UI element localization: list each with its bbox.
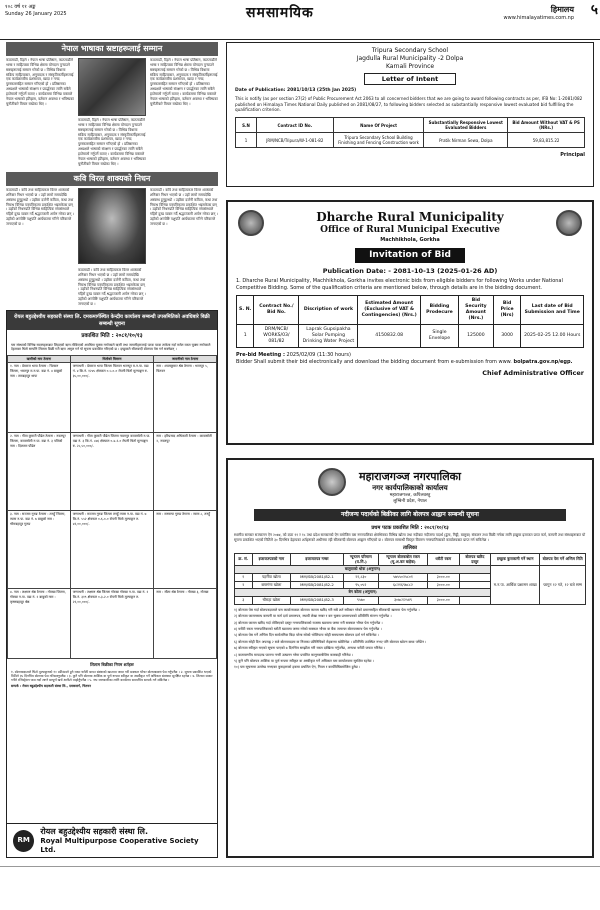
dh-cell: Laprak Gupsipakha Solar Pumping Drinking Water Project xyxy=(299,325,358,348)
dh-col-contract: Contract No./ Bid No. xyxy=(254,296,299,325)
dh-cell: 1 xyxy=(237,325,254,348)
mahar-address2: लुम्बिनी प्रदेश, नेपाल xyxy=(393,498,427,504)
mahar-title: महाराजगञ्ज नगरपालिका xyxy=(359,470,461,483)
story2-body-mid: काठमाडौं । कवि तथा साहित्यकार विरल शाक्यको शनिबार निधन भएको छ । उहाँ लामो समयदेखि अस्वस्थ हुनुहुन्थ्यो । उहाँका दर्जनौं कविता, कथा तथा निबन्ध विभिन्न पत्रपत्रिकामा प्रकाशित भइसकेका छन् । उहाँको निधनप्रति विभिन्न साहित्यिक संघसंस्थाले गहिरो दुःख व्यक्त गर्दै श्रद्धाञ्जली अर्पण गरेका छन् । उहाँको अन्त्येष्टि पशुपति आर्यघाटमा गरिने परिवारले जनाएको छ । xyxy=(78,268,146,306)
loi-signatory: Principal xyxy=(560,152,585,159)
coop-header: रोयल बहुउद्देश्यीय सहकारी संस्था लि. दमकमार्गस्थित केन्द्रीय कार्यालय सम्बन्धी उपसमितिको अवधिबारे बिक्री सम्बन्धी सूचना xyxy=(7,311,217,330)
dh-cell: 4150832.08 xyxy=(358,325,420,348)
collateral-cell: जग्गाधनी : लक्ष्मण श्रेष्ठ जिल्ला गोरखा गोरखा न.पा. वडा नं. २ कि.नं. ३१९ क्षेत्रफल ०-३-२-० रोपनी धितो मूल्याङ्कन रु. २२,००,०००/- xyxy=(70,589,154,659)
nepal-emblem-icon xyxy=(318,468,346,496)
mh-cell: MM/SB/2081/82-3 xyxy=(291,597,344,605)
loi-col-sn: S.N xyxy=(236,118,257,133)
dh-cell: DRM/NCB/ WORKS/03/ 081/82 xyxy=(254,325,299,348)
dharche-location: Machhikhola, Gorkha xyxy=(380,237,440,244)
mh-cell: बाणगंगा खोला xyxy=(252,581,291,589)
mh-col: न्यूनतम परिमाण (घ.मि.) xyxy=(343,553,378,565)
dh-cell: 2025-02-25 12.00 Hours xyxy=(521,325,584,348)
mh-cell: ३०००.०० xyxy=(428,573,460,581)
story1-headline: नेपाल भाषाका स्रष्टाहरूलाई सम्मान xyxy=(6,42,218,56)
mh-cell: ३ xyxy=(235,597,253,605)
coop-rules-title: लिलाम बिक्रीका नियम शर्तहरू xyxy=(90,662,134,668)
dh-col-estimate: Estimated Amount (Exclusive of VAT & Contingencies) (Nrs.) xyxy=(358,296,420,325)
story2-headline: कवि विरल शाक्यको निधन xyxy=(6,172,218,186)
coop-auction-notice xyxy=(6,310,218,858)
school-province: Karnali Province xyxy=(385,63,435,71)
tripura-letter-of-intent xyxy=(226,42,594,187)
issue-info xyxy=(5,4,67,18)
mh-col: इजाजतपत्रको नाम xyxy=(252,553,291,565)
mh-cell: ९५,०५२ xyxy=(343,581,378,589)
mahar-group-row xyxy=(235,566,586,574)
borrower-cell: १. नाम : प्रेमराज थापा ठेगाना : चितवन जिल्ला, भरतपुर म.न.पा. वडा नं. ४ बाबुको नाम : रामबहादुर थापा xyxy=(8,363,71,433)
mh-cell: २१,८३० xyxy=(343,573,378,581)
dh-col-deadline: Last date of Bid Submission and Time xyxy=(521,296,584,325)
dharche-submission xyxy=(236,359,584,365)
dharche-prebid xyxy=(236,352,584,358)
story1-body-left: काठमाडौं, दिइने । नेपाल भाषा प्रतिष्ठान, काठमाडौंले भाषा र साहित्यका विभिन्न क्षेत्रमा योगदान पुर्‍याउने स्रष्टाहरूलाई सम्मान गरेको छ । विभिन्न विधामा सक्रिय साहित्यकार, अनुवादक र संस्कृतिकर्मीहरूलाई एक कार्यक्रमबीच प्रशंसापत्र, खादा र नगद पुरस्कारसहित सम्मान गरिएको हो । प्रतिष्ठानका अध्यक्षले भाषाको संरक्षण र प्रवर्द्धनका लागि सबैले हातेमालो गर्नुपर्ने बताए । कार्यक्रममा विभिन्न वक्ताले नेपाल भाषाको इतिहास, वर्तमान अवस्था र भविष्यका चुनौतीबारे विचार राखेका थिए । xyxy=(6,58,74,106)
dharche-subtitle: Office of Rural Municipal Executive xyxy=(320,225,500,235)
mahar-note: ८) वातावरणीय मापदण्ड पालना नगरी उत्खनन गरेमा प्रचलित कानुनबमोजिम कारबाही गरिनेछ । xyxy=(234,652,354,657)
issue-date: Sunday 26 January 2025 xyxy=(5,11,67,17)
mahar-office: नगर कार्यपालिकाको कार्यालय xyxy=(372,483,448,492)
mahar-note: ७) बोलपत्र स्वीकृत भएको सूचना पाएको ७ दिनभित्र सम्झौता गरी रकम दाखिला गर्नुपर्नेछ, अन्यथा धरौटी जफत गरिनेछ । xyxy=(234,646,386,651)
story1-body-right: काठमाडौं, दिइने । नेपाल भाषा प्रतिष्ठान, काठमाडौंले भाषा र साहित्यका विभिन्न क्षेत्रमा योगदान पुर्‍याउने स्रष्टाहरूलाई सम्मान गरेको छ । विभिन्न विधामा सक्रिय साहित्यकार, अनुवादक र संस्कृतिकर्मीहरूलाई एक कार्यक्रमबीच प्रशंसापत्र, खादा र नगद पुरस्कारसहित सम्मान गरिएको हो । प्रतिष्ठानका अध्यक्षले भाषाको संरक्षण र प्रवर्द्धनका लागि सबैले हातेमालो गर्नुपर्ने बताए । कार्यक्रममा विभिन्न वक्ताले नेपाल भाषाको इतिहास, वर्तमान अवस्था र भविष्यका चुनौतीबारे विचार राखेका थिए । xyxy=(150,58,218,106)
coop-rules-body: १. बोलपत्रदाताले धितो मूल्याङ्कनको १० प्रतिशतले हुने रकम धरौटी बापत संस्थाको खातामा जम्मा गरी सक्कल भौचर बोलपत्रसाथ पेस गर्नुपर्नेछ । २. सूचना प्रकाशित भएको मितिले ३५ दिनभित्र बोलपत्र पेस गरिसक्नुपर्नेछ । ३. कुनै पनि बोलपत्र आंशिक वा पूर्ण रूपमा स्वीकृत वा अस्वीकृत गर्ने अधिकार संस्थामा सुरक्षित रहनेछ । ४. लिलाम सकार गर्नेले रजिस्ट्रेशन पास गर्दा लाग्ने सम्पूर्ण खर्च आफैंले व्यहोर्नुपर्नेछ । ५. थप जानकारीका लागि कार्यालय समयभित्र सम्पर्क गर्न सकिनेछ । xyxy=(11,669,213,683)
coop-table-header xyxy=(8,355,217,363)
mahar-group-label: बेन कोला (अनुमान) xyxy=(235,589,491,597)
mh-cell: १ xyxy=(235,573,253,581)
loi-cell: 1 xyxy=(236,133,257,148)
borrower-cell: ४. नाम : लक्ष्मण श्रेष्ठ ठेगाना : गोरखा जिल्ला, गोरखा न.पा. वडा नं. २ बाबुको नाम : कृष्णबहादुर श्रेष्ठ xyxy=(8,589,71,659)
school-name: Tripura Secondary School xyxy=(371,47,449,54)
mh-col: इजाजतपत्र नम्बर xyxy=(291,553,344,565)
mh-cell: MM/SB/2081/82-2 xyxy=(291,581,344,589)
coop-pub-date: प्रकाशित मिति : २०८१/१०/१३ xyxy=(81,333,143,339)
mahar-note: १०) यस सूचनामा उल्लेख नभएका कुराहरूको हकमा प्रचलित ऐन, नियम र कार्यविधिबमोजिम हुनेछ । xyxy=(234,665,361,670)
loi-cell: 59,83,815.22 xyxy=(508,133,585,148)
mh-cell: पहर्रीया खोला xyxy=(252,573,291,581)
col-borrower: ऋणीको नाम ठेगाना xyxy=(8,355,71,363)
dh-col-price: Bid Price (Nrs) xyxy=(493,296,521,325)
collateral-cell: जग्गाधनी : प्रेमराज थापा जिल्ला चितवन भरतपुर म.न.पा. वडा नं. ४ कि.नं. १२४५ क्षेत्रफल ०-५-०-० रोपनी धितो मूल्याङ्कन रु. ३५,००,०००/- xyxy=(70,363,154,433)
coop-table xyxy=(7,355,217,660)
left-column xyxy=(6,42,218,318)
mahar-pub-date: प्रथम पटक प्रकाशित मिति : २०८१/१०/१३ xyxy=(371,524,449,531)
dharche-paragraph: 1. Dharche Rural Municipality, Machhikhola, Gorkha invites electronic bids from eligible bidders for following Works under National Competitive Bidding. Some of the qualification criteria are mentioned below, through details are in the bidding document. xyxy=(236,277,563,291)
loi-paragraph: This is notify (as per section 27(2) of Public Procurement Act 2063 to all concerned bidders that we are going to award following contracts as per, IFB No: 1-2081/082 published on Himalaya Times National Daily published on 2081/08/27, to following bidders selected as substantially responsive lowest evaluated bid fulfilling the qualification criterion. xyxy=(235,96,583,113)
brand-name: हिमालय xyxy=(550,5,574,14)
mahar-note: ९) कुनै पनि बोलपत्र आंशिक वा पूर्ण रूपमा स्वीकृत वा अस्वीकृत गर्ने अधिकार यस कार्यालयमा सुरक्षित रहनेछ । xyxy=(234,659,374,664)
loi-date: Date of Publication: 2081/10/13 (25th Jan 2025) xyxy=(235,88,357,94)
borrower-cell: ३. नाम : सञ्जय गुरुङ ठेगाना : तनहुँ जिल्ला, व्यास न.पा. वडा नं. ७ बाबुको नाम : भीमबहादुर गुरुङ xyxy=(8,511,71,589)
mh-cell: ३०००.०० xyxy=(428,597,460,605)
dharche-pub-date: Publication Date: - 2081-10-13 (2025-01-26 AD) xyxy=(322,266,498,275)
mh-cell: २ xyxy=(235,581,253,589)
mahar-note: ५) बोलपत्र पेस गर्ने अन्तिम दिन सार्वजनिक बिदा परेमा सोको भोलिपल्ट सोही समयसम्म बोलपत्र दर्ता गर्न सकिनेछ । xyxy=(234,633,379,638)
table-row xyxy=(8,511,217,589)
loi-cell: Pratik Nirman Sewa, Dolpa xyxy=(424,133,508,148)
section-title: समसामयिक xyxy=(246,5,314,21)
page-number: ५ xyxy=(590,2,598,18)
submission-site: bolpatra.gov.np/egp. xyxy=(513,359,573,366)
guarantor-cell: नाम : हरिप्रसाद अधिकारी ठेगाना : कावासोती २, नवलपुर xyxy=(154,433,217,511)
mh-cell xyxy=(459,597,491,605)
table-row xyxy=(8,433,217,511)
mahar-note: ३) बोलपत्र फाराम खरिद गर्दा तोकिएको दस्तुर नगरपालिकाको राजस्व खातामा जम्मा गरी सक्कल भौचर पेस गर्नुपर्नेछ । xyxy=(234,620,383,625)
story2-body-left: काठमाडौं । कवि तथा साहित्यकार विरल शाक्यको शनिबार निधन भएको छ । उहाँ लामो समयदेखि अस्वस्थ हुनुहुन्थ्यो । उहाँका दर्जनौं कविता, कथा तथा निबन्ध विभिन्न पत्रपत्रिकामा प्रकाशित भइसकेका छन् । उहाँको निधनप्रति विभिन्न साहित्यिक संघसंस्थाले गहिरो दुःख व्यक्त गर्दै श्रद्धाञ्जली अर्पण गरेका छन् । उहाँको अन्त्येष्टि पशुपति आर्यघाटमा गरिने परिवारले जनाएको छ । xyxy=(6,188,74,226)
loi-cell: Tripura Secondary School Building Finishing and Fencing Construction work xyxy=(333,133,424,148)
loi-title: Letter of Intent xyxy=(364,73,456,85)
mh-cell: ३०००.०० xyxy=(428,581,460,589)
prebid-label: Pre-bid Meeting : xyxy=(236,352,285,359)
mh-col: बोलपत्र खरिद दस्तुर xyxy=(459,553,491,565)
coop-contact: सम्पर्क : रोयल बहुउद्देश्यीय सहकारी संस्था लि., दमकमार्ग, चितवन xyxy=(11,684,91,689)
mahar-group-label: बालुवाको थोक (अनुमान) xyxy=(235,566,491,574)
mahar-table xyxy=(234,553,586,605)
mh-cell xyxy=(459,573,491,581)
story1-body-mid: काठमाडौं, दिइने । नेपाल भाषा प्रतिष्ठान, काठमाडौंले भाषा र साहित्यका विभिन्न क्षेत्रमा योगदान पुर्‍याउने स्रष्टाहरूलाई सम्मान गरेको छ । विभिन्न विधामा सक्रिय साहित्यकार, अनुवादक र संस्कृतिकर्मीहरूलाई एक कार्यक्रमबीच प्रशंसापत्र, खादा र नगद पुरस्कारसहित सम्मान गरिएको हो । प्रतिष्ठानका अध्यक्षले भाषाको संरक्षण र प्रवर्द्धनका लागि सबैले हातेमालो गर्नुपर्ने बताए । कार्यक्रममा विभिन्न वक्ताले नेपाल भाषाको इतिहास, वर्तमान अवस्था र भविष्यका चुनौतीबारे विचार राखेका थिए । xyxy=(78,118,146,166)
dh-cell: Single Envelope xyxy=(420,325,458,348)
dharche-table xyxy=(236,295,584,348)
brand-block xyxy=(504,4,574,22)
mahar-deadline-cell: फागुन १२ गते, १२ बजे सम्म xyxy=(540,566,586,605)
table-row xyxy=(236,133,585,148)
borrower-cell: २. नाम : गीता कुमारी पौडेल ठेगाना : नवलपुर जिल्ला, कावासोती न.पा. वडा नं. ३ पतिको नाम : दिलराम पौडेल xyxy=(8,433,71,511)
guarantor-cell: नाम : सीता श्रेष्ठ ठेगाना : गोरखा ३, गोरखा xyxy=(154,589,217,659)
mahar-address1: महाराजगञ्ज, कपिलवस्तु xyxy=(389,492,431,498)
masthead xyxy=(0,0,600,40)
dh-col-procedure: Bidding Prodecure xyxy=(420,296,458,325)
school-municipality: Jagdulla Rural Municipality -2 Dolpa xyxy=(356,55,464,63)
mh-cell: ६८२१६९७८८२ xyxy=(378,581,427,589)
municipality-logo-icon xyxy=(556,210,582,236)
table-row xyxy=(8,363,217,433)
prebid-value: 2025/02/09 (11:30 hours) xyxy=(286,352,351,359)
dharche-banner: Invitation of Bid xyxy=(355,248,465,263)
submission-line: Bidder Shall submit their bid electronically and download the bidding document from e-submission from www. xyxy=(236,359,512,366)
mahar-note: ६) बोलपत्र सोही दिन अपराह्न २ बजे बोलपत्रदाता वा निजका प्रतिनिधिको रोहबरमा खोलिनेछ । प्रतिनिधि उपस्थित नभए पनि बोलपत्र खोल्न बाधा पर्नेछैन । xyxy=(234,639,427,644)
mh-cell: ५७५५०२५८०१ xyxy=(378,573,427,581)
mahar-paragraph: स्थानीय सरकार सञ्चालन ऐन २०७४, को दफा ११ र १८ तथा प्रदेश सरकारको ऐन बमोजिम यस नगरपालिका क्षेत्रभित्रका विभिन्न खोला तथा नदीबाट नदीजन्य पदार्थ (ढुंगा, गिट्टी, बालुवा) संकलन तथा बिक्री गर्नका लागि इच्छुक इजाजत प्राप्त फर्म, कम्पनी तथा संस्थाहरूबाट यो सूचना प्रकाशित भएको मितिले ३० दिनभित्र देहायका शर्तहरूको अधीनमा रही सीलबन्दी बोलपत्र आह्वान गरिएको छ । बोलपत्र सम्बन्धी विस्तृत विवरण नगरपालिकाको कार्यालयबाट प्राप्त गर्न सकिनेछ । xyxy=(234,532,586,542)
dh-col-security: Bid Security Amount (Nrs.) xyxy=(459,296,494,325)
loi-col-amount: Bid Amount Without VAT & PS (NRs.) xyxy=(508,118,585,133)
mh-col: धरौटी रकम xyxy=(428,553,460,565)
issue-number: १०८ वर्ष ११ अङ्क xyxy=(5,4,36,10)
coop-name-en: Royal Multipurpose Cooperative Society Ltd. xyxy=(40,836,199,854)
story1 xyxy=(6,58,218,168)
mh-cell: चौराहा खोला xyxy=(252,597,291,605)
dh-col-desc: Discription of work xyxy=(299,296,358,325)
story2-portrait xyxy=(78,188,146,264)
loi-table xyxy=(235,117,585,148)
story2 xyxy=(6,188,218,318)
coop-footer xyxy=(7,823,217,857)
coop-rules xyxy=(7,659,217,691)
coop-name-np: रोयल बहुउद्देश्यीय सहकारी संस्था लि. xyxy=(40,826,148,836)
dh-cell: 3000 xyxy=(493,325,521,348)
col-guarantor: जमानीको नाम ठेगाना xyxy=(154,355,217,363)
coop-logo: RM xyxy=(13,830,34,852)
coop-intro: यस संस्थाको विभिन्न सदस्यहरूबाट लिइएको ऋण तोकिएको अवधिमा चुक्ता नगरेकाले ऋणी तथा जमानीहरूलाई पटक पटक ताकेता गर्दा समेत रकम चुक्ता नगरेकाले देहायका धितो सम्पत्ति लिलाम बिक्री गरी ऋण असुल गर्न यो सूचना प्रकाशित गरिएको छ । इच्छुकले सीलबन्दी बोलपत्र पेस गर्न सक्नेछन् । xyxy=(11,342,211,352)
mh-cell: ९५७० xyxy=(343,597,378,605)
col-collateral: धितोको विवरण xyxy=(70,355,154,363)
mh-col: बोलपत्र पेस गर्ने अन्तिम मिति xyxy=(540,553,586,565)
mh-cell xyxy=(459,581,491,589)
mh-col: क्र. सं. xyxy=(235,553,253,565)
mh-cell: MM/SB/2081/82-1 xyxy=(291,573,344,581)
mahar-note: २) बोलपत्र फारामसाथ कम्पनी वा फर्म दर्ता प्रमाणपत्र, स्थायी लेखा नम्बर र कर चुक्ता प्रमाणपत्रको प्रतिलिपि संलग्न गर्नुपर्नेछ । xyxy=(234,614,392,619)
mh-col: इच्छुक कुराकानी गर्ने स्थान xyxy=(491,553,540,565)
story2-body-right: काठमाडौं । कवि तथा साहित्यकार विरल शाक्यको शनिबार निधन भएको छ । उहाँ लामो समयदेखि अस्वस्थ हुनुहुन्थ्यो । उहाँका दर्जनौं कविता, कथा तथा निबन्ध विभिन्न पत्रपत्रिकामा प्रकाशित भइसकेका छन् । उहाँको निधनप्रति विभिन्न साहित्यिक संघसंस्थाले गहिरो दुःख व्यक्त गर्दै श्रद्धाञ्जली अर्पण गरेका छन् । उहाँको अन्त्येष्टि पशुपति आर्यघाटमा गरिने परिवारले जनाएको छ । xyxy=(150,188,218,226)
loi-col-project: Name Of Project xyxy=(333,118,424,133)
nepal-emblem-icon xyxy=(238,210,264,236)
guarantor-cell: नाम : श्यामकुमार श्रेष्ठ ठेगाना : भरतपुर ५, चितवन xyxy=(154,363,217,433)
mh-cell: ३०७८१२५४९ xyxy=(378,597,427,605)
loi-col-bidder: Substantially Responsive Lowest Evaluated Bidders xyxy=(424,118,508,133)
loi-table-header xyxy=(236,118,585,133)
dharche-title: Dharche Rural Municipality xyxy=(316,210,504,224)
loi-col-contract: Contract ID No. xyxy=(256,118,333,133)
mh-col: न्यूनतम बोलकबोल रकम (मू.अ.कर बाहेक) xyxy=(378,553,427,565)
table-row xyxy=(8,589,217,659)
dharche-signatory: Chief Administrative Officer xyxy=(482,368,584,377)
mahar-table-header xyxy=(235,553,586,565)
collateral-cell: जग्गाधनी : गीता कुमारी पौडेल जिल्ला नवलपुर कावासोती न.पा. वडा नं. ३ कि.नं. ८७६ क्षेत्रफल ०-४-२-० रोपनी धितो मूल्याङ्कन रु. २८,५०,०००/- xyxy=(70,433,154,511)
coop-footer-names xyxy=(40,827,211,855)
dh-col-sn: S. N. xyxy=(237,296,254,325)
loi-cell: JRM/NCB/Tripura/W-1-081-82 xyxy=(256,133,333,148)
dharche-table-header xyxy=(237,296,584,325)
page-bottom-rule xyxy=(0,866,600,867)
mahar-banner: नदीजन्य पदार्थको बिक्रीका लागि बोलपत्र आह्वान सम्बन्धी सूचना xyxy=(254,509,566,521)
mahar-table-title: तालिका xyxy=(403,544,417,551)
guarantor-cell: नाम : मनमाया गुरुङ ठेगाना : व्यास ८, तनहुँ xyxy=(154,511,217,589)
dharche-invitation-of-bid xyxy=(226,200,594,445)
story1-photo xyxy=(78,58,146,116)
mahar-note: १) बोलपत्र पेस गर्दा बोलपत्रदाताले यस कार्यालयबाट बोलपत्र फाराम खरिद गरी सबै शर्त स्वीकार गरेको प्रमाणसहित सीलबन्दी खाममा पेस गर्नुपर्नेछ । xyxy=(234,607,420,612)
table-row xyxy=(237,325,584,348)
mahar-notes xyxy=(234,608,586,670)
collateral-cell: जग्गाधनी : सञ्जय गुरुङ जिल्ला तनहुँ व्यास न.पा. वडा नं. ७ कि.नं. ५५२ क्षेत्रफल ०-६-०-० रोपनी धितो मूल्याङ्कन रु. ४२,००,०००/- xyxy=(70,511,154,589)
mahar-note: ४) धरौटी रकम नगरपालिकाको धरौटी खातामा जम्मा गरेको सक्कल भौचर वा बैंक जमानत बोलपत्रसाथ पेस गर्नुपर्नेछ । xyxy=(234,627,382,632)
maharajgunj-bid-notice xyxy=(226,458,594,858)
brand-website: www.himalayatimes.com.np xyxy=(503,15,574,22)
dh-cell: 125000 xyxy=(459,325,494,348)
mahar-office-cell: म.न.पा. आर्थिक प्रशासन शाखा xyxy=(491,566,540,605)
